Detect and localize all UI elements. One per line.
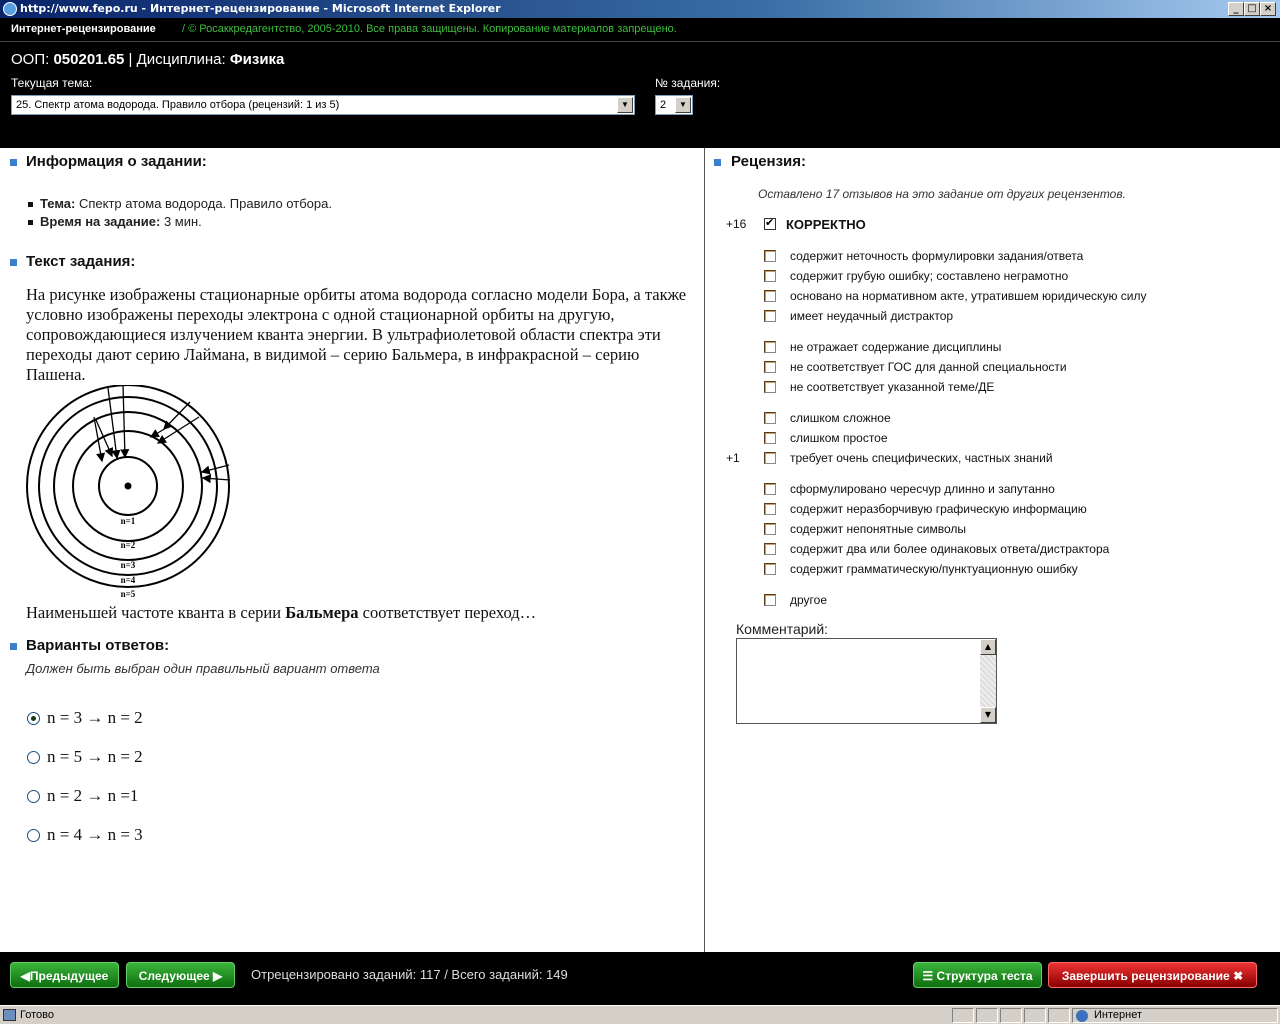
- close-window-button[interactable]: ×: [1260, 2, 1276, 16]
- question-post: соответствует переход…: [362, 603, 537, 622]
- chevron-left-icon: ◀: [20, 969, 30, 983]
- copyright-text: / © Росаккредагентство, 2005-2010. Все права защищены. Копирование материалов запрещено.: [182, 23, 677, 35]
- review-criterion-row: [726, 502, 1226, 518]
- answer-option-2[interactable]: [27, 747, 143, 767]
- criterion-label: содержит грубую ошибку; составлено неграмотно: [790, 269, 1069, 283]
- review-criterion-row: [726, 562, 1226, 578]
- progress-text: Отрецензировано заданий: 117 / Всего заданий: 149: [251, 967, 568, 982]
- question-text: [26, 603, 536, 623]
- criterion-label: основано на нормативном акте, утратившем юридическую силу: [790, 289, 1147, 303]
- review-criterion-row: [726, 269, 1226, 285]
- criterion-checkbox[interactable]: [764, 361, 776, 373]
- review-criterion-row: [726, 340, 1226, 356]
- answer-label: n = 5 → n = 2: [47, 747, 143, 766]
- criterion-label: не отражает содержание дисциплины: [790, 340, 1002, 354]
- oop-label: ООП:: [11, 51, 50, 68]
- criterion-checkbox[interactable]: [764, 452, 776, 464]
- task-heading: Текст задания:: [26, 253, 136, 270]
- question-pre: Наименьшей частоте кванта в серии: [26, 603, 282, 622]
- task-number-select[interactable]: [655, 95, 693, 115]
- criterion-checkbox[interactable]: [764, 523, 776, 535]
- review-criterion-row: [726, 309, 1226, 325]
- topic-select-value: 25. Спектр атома водорода. Правило отбора (рецензий: 1 из 5): [16, 99, 340, 111]
- criterion-checkbox[interactable]: [764, 503, 776, 515]
- globe-icon: [1076, 1010, 1088, 1022]
- orbit-label-n4: n=4: [120, 575, 136, 585]
- status-text: Готово: [20, 1009, 54, 1021]
- criterion-checkbox[interactable]: [764, 290, 776, 302]
- test-structure-button[interactable]: [913, 962, 1042, 988]
- review-count: +1: [726, 451, 740, 465]
- answer-label: n = 3 → n = 2: [47, 708, 143, 727]
- criterion-checkbox[interactable]: [764, 412, 776, 424]
- radio-button[interactable]: [27, 712, 40, 725]
- orbit-label-n1: n=1: [120, 516, 136, 526]
- criterion-checkbox[interactable]: [764, 270, 776, 282]
- criterion-label: слишком сложное: [790, 411, 891, 425]
- info-time: [28, 214, 202, 229]
- status-cell: [1024, 1008, 1046, 1023]
- review-count: +16: [726, 217, 747, 231]
- info-topic: [28, 196, 332, 211]
- review-criterion-row: [726, 289, 1226, 305]
- criterion-checkbox[interactable]: [764, 594, 776, 606]
- list-icon: ☰: [922, 969, 934, 983]
- ie-icon: [3, 2, 17, 16]
- review-criterion-row: [726, 380, 1226, 396]
- finish-label: Завершить рецензирование: [1061, 969, 1230, 983]
- radio-button[interactable]: [27, 790, 40, 803]
- criterion-label: содержит неразборчивую графическую информацию: [790, 502, 1087, 516]
- comment-label: Комментарий:: [736, 621, 829, 637]
- question-bold: Бальмера: [285, 603, 359, 622]
- page-icon: [3, 1009, 16, 1021]
- info-heading: Информация о задании:: [26, 153, 207, 170]
- criterion-label: другое: [790, 593, 828, 607]
- info-time-value: 3 мин.: [163, 214, 202, 229]
- bullet-icon: [28, 220, 33, 225]
- review-criterion-row: [726, 249, 1226, 265]
- review-criterion-row: [726, 542, 1226, 558]
- answers-heading: Варианты ответов:: [26, 637, 170, 654]
- review-note: Оставлено 17 отзывов на это задание от других рецензентов.: [758, 187, 1126, 201]
- review-criterion-row: [726, 360, 1226, 376]
- criterion-checkbox[interactable]: [764, 341, 776, 353]
- criterion-label: требует очень специфических, частных знаний: [790, 451, 1053, 465]
- answer-label: n = 4 → n = 3: [47, 825, 143, 844]
- criterion-checkbox[interactable]: [764, 563, 776, 575]
- section-bullet-icon: [10, 643, 17, 650]
- review-criterion-row: [726, 411, 1226, 427]
- bohr-orbits-figure: [24, 385, 234, 603]
- prev-button[interactable]: [10, 962, 119, 988]
- next-button[interactable]: [126, 962, 235, 988]
- criterion-label: сформулировано чересчур длинно и запутанно: [790, 482, 1055, 496]
- panel-divider: [704, 148, 705, 952]
- zone-text: Интернет: [1094, 1009, 1142, 1021]
- oop-line: [11, 51, 284, 68]
- orbit-label-n2: n=2: [120, 540, 136, 550]
- review-heading: Рецензия:: [731, 153, 807, 170]
- info-topic-key: Тема:: [40, 196, 76, 211]
- task-text: На рисунке изображены стационарные орбиты атома водорода согласно модели Бора, а также условно изображены переходы электрона с одной стационарной орбиты на другую, сопровождающиеся излучением кванта энергии. В ультрафиолетовой области спектра эти переходы дают серию Лаймана, в видимой – серию Бальмера, в инфракрасной – серию Пашена.: [26, 285, 687, 384]
- discipline-value: Физика: [229, 51, 285, 68]
- criterion-label: не соответствует ГОС для данной специальности: [790, 360, 1067, 374]
- review-criterion-row: [726, 522, 1226, 538]
- criterion-checkbox[interactable]: [764, 432, 776, 444]
- criterion-checkbox[interactable]: [764, 250, 776, 262]
- review-criterion-row: [726, 451, 1226, 467]
- section-bullet-icon: [10, 159, 17, 166]
- criterion-checkbox[interactable]: [764, 381, 776, 393]
- answer-label: n = 2 → n =1: [47, 786, 139, 805]
- review-criterion-row: [726, 431, 1226, 447]
- review-correct-row: [726, 217, 1226, 233]
- comment-textarea[interactable]: [736, 638, 997, 724]
- zone-cell: [1072, 1008, 1278, 1023]
- oop-value: 050201.65: [53, 51, 125, 68]
- nucleus: [125, 483, 132, 490]
- chevron-down-icon[interactable]: ▼: [675, 97, 691, 113]
- orbit-label-n5: n=5: [120, 589, 136, 599]
- section-bullet-icon: [714, 159, 721, 166]
- criterion-label: содержит грамматическую/пунктуационную ошибку: [790, 562, 1078, 576]
- answers-instruction: Должен быть выбран один правильный вариант ответа: [26, 661, 380, 676]
- discipline-label: | Дисциплина:: [128, 51, 226, 68]
- top-strip: [0, 18, 1280, 42]
- status-cell: [1048, 1008, 1070, 1023]
- review-criterion-row: [726, 482, 1226, 498]
- topic-label: Текущая тема:: [11, 76, 93, 90]
- criterion-checkbox[interactable]: [764, 543, 776, 555]
- window-titlebar: [0, 0, 1280, 18]
- scroll-down-icon[interactable]: ▼: [980, 707, 996, 723]
- orbit-label-n3: n=3: [120, 560, 136, 570]
- structure-label: Структура теста: [936, 969, 1033, 983]
- criterion-label: содержит два или более одинаковых ответа/дистрактора: [790, 542, 1110, 556]
- criterion-label: содержит непонятные символы: [790, 522, 967, 536]
- review-label: КОРРЕКТНО: [786, 217, 866, 232]
- criterion-checkbox[interactable]: [764, 483, 776, 495]
- radio-button[interactable]: [27, 751, 40, 764]
- task-number-value: 2: [660, 99, 667, 111]
- answer-option-3[interactable]: [27, 786, 138, 806]
- criterion-label: не соответствует указанной теме/ДЕ: [790, 380, 995, 394]
- maximize-button[interactable]: □: [1244, 2, 1260, 16]
- close-icon: ✖: [1233, 969, 1244, 983]
- radio-button[interactable]: [27, 829, 40, 842]
- answer-option-4[interactable]: [27, 825, 143, 845]
- chevron-down-icon[interactable]: ▼: [617, 97, 633, 113]
- scroll-up-icon[interactable]: ▲: [980, 639, 996, 655]
- page-header: [0, 18, 1280, 148]
- review-criterion-row: [726, 593, 1226, 609]
- prev-label: Предыдущее: [29, 969, 109, 983]
- chevron-right-icon: ▶: [213, 969, 223, 983]
- status-cell: [1000, 1008, 1022, 1023]
- status-bar: [0, 1005, 1280, 1024]
- minimize-button[interactable]: _: [1228, 2, 1244, 16]
- criterion-label: слишком простое: [790, 431, 888, 445]
- status-cell: [976, 1008, 998, 1023]
- status-cell: [952, 1008, 974, 1023]
- answer-option-1[interactable]: [27, 708, 143, 728]
- topic-select[interactable]: [11, 95, 635, 115]
- footer-bar: [0, 952, 1280, 1005]
- correct-checkbox[interactable]: [764, 218, 776, 230]
- task-number-label: № задания:: [655, 76, 721, 90]
- info-topic-value: Спектр атома водорода. Правило отбора.: [78, 196, 332, 211]
- criterion-checkbox[interactable]: [764, 310, 776, 322]
- app-name: Интернет-рецензирование: [11, 23, 156, 35]
- criterion-label: содержит неточность формулировки задания/ответа: [790, 249, 1084, 263]
- info-time-key: Время на задание:: [40, 214, 161, 229]
- criterion-label: имеет неудачный дистрактор: [790, 309, 954, 323]
- next-label: Следующее: [138, 969, 210, 983]
- section-bullet-icon: [10, 259, 17, 266]
- window-title: http://www.fepo.ru - Интернет-рецензирование - Microsoft Internet Explorer: [20, 2, 501, 15]
- finish-review-button[interactable]: [1048, 962, 1257, 988]
- bullet-icon: [28, 202, 33, 207]
